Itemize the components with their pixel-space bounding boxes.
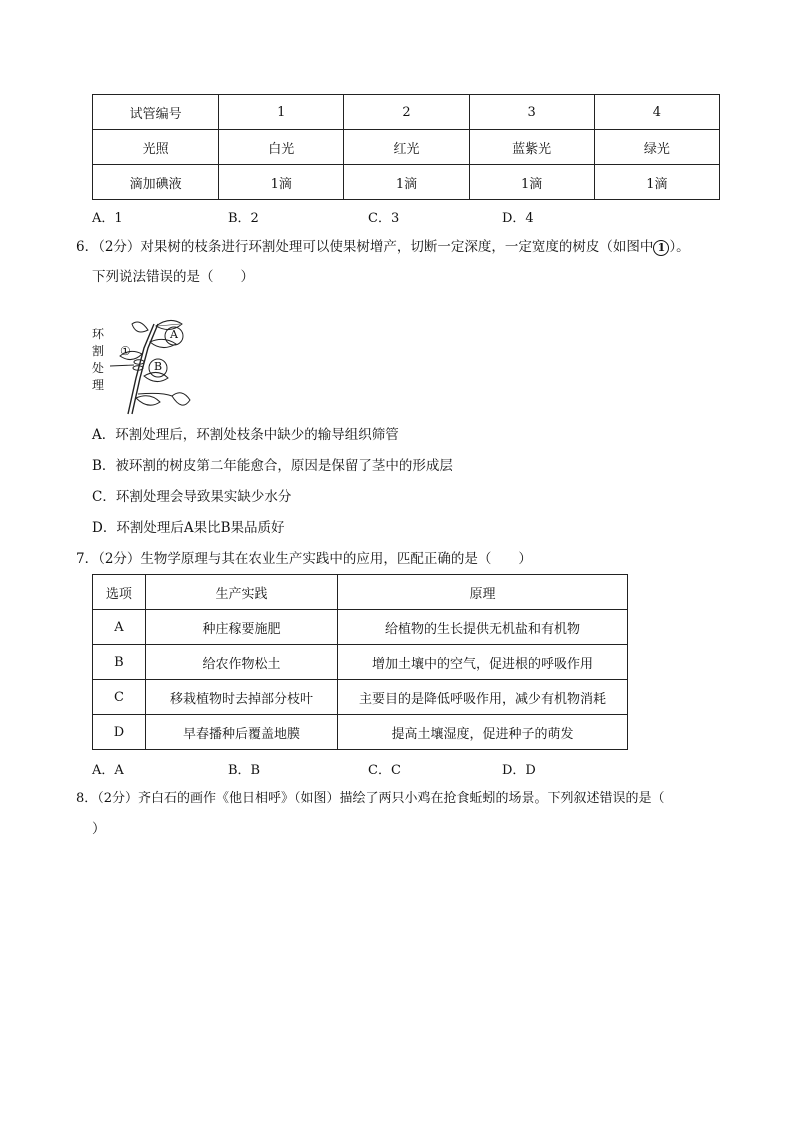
option-a[interactable]: A．A [92, 763, 124, 778]
option-b[interactable]: B．B [228, 763, 261, 778]
q6-stem [76, 237, 690, 257]
table-cell: 2 [344, 95, 469, 130]
option-c[interactable]: C．3 [368, 211, 400, 226]
table-cell: 给植物的生长提供无机盐和有机物 [338, 610, 628, 645]
table-cell: 选项 [93, 575, 146, 610]
option-b[interactable]: B．2 [228, 211, 259, 226]
table-cell: 1滴 [344, 165, 469, 200]
table-cell: 1滴 [594, 165, 719, 200]
q7-stem: 7．（2分）生物学原理与其在农业生产实践中的应用，匹配正确的是（ ） [76, 551, 532, 567]
table-cell: 1滴 [219, 165, 344, 200]
fruit-a-label: A [170, 328, 178, 341]
q6-option-a[interactable]: A．环割处理后，环割处枝条中缺少的输导组织筛管 [92, 427, 399, 443]
table-cell: 光照 [93, 130, 219, 165]
table-cell: 1滴 [469, 165, 594, 200]
table-cell: 种庄稼要施肥 [145, 610, 337, 645]
q6-option-b[interactable]: B．被环割的树皮第二年能愈合，原因是保留了茎中的形成层 [92, 458, 453, 474]
option-d[interactable]: D．D [502, 763, 536, 778]
table-cell: 生产实践 [145, 575, 337, 610]
table-cell: 蓝紫光 [469, 130, 594, 165]
q6-option-c[interactable]: C．环割处理会导致果实缺少水分 [92, 489, 292, 505]
branch-drawing [92, 318, 202, 418]
table-cell: 提高土壤湿度，促进种子的萌发 [338, 715, 628, 750]
option-c[interactable]: C．C [368, 763, 401, 778]
table-cell: 原理 [338, 575, 628, 610]
table-cell: 3 [469, 95, 594, 130]
q6-stem-text: 6．（2分）对果树的枝条进行环割处理可以使果树增产，切断一定深度，一定宽度的树皮（如图中 [76, 239, 654, 255]
table-cell: C [93, 680, 146, 715]
table-cell: 移栽植物时去掉部分枝叶 [145, 680, 337, 715]
q5-table [92, 94, 720, 200]
q7-table [92, 574, 628, 750]
option-a[interactable]: A．1 [92, 211, 123, 226]
table-cell: 1 [219, 95, 344, 130]
table-cell: 试管编号 [93, 95, 219, 130]
table-cell: 给农作物松土 [145, 645, 337, 680]
table-cell: 红光 [344, 130, 469, 165]
table-cell: 滴加碘液 [93, 165, 219, 200]
table-cell: D [93, 715, 146, 750]
figure-side-label: 环 割 处 理 [92, 327, 105, 392]
q6-stem-line2: 下列说法错误的是（ ） [92, 269, 254, 285]
table-cell: 白光 [219, 130, 344, 165]
table-cell: B [93, 645, 146, 680]
fruit-b-label: B [154, 360, 163, 373]
table-cell: 4 [594, 95, 719, 130]
q6-option-d[interactable]: D．环割处理后A果比B果品质好 [92, 520, 285, 536]
q8-stem-line2: ） [92, 821, 106, 837]
q6-stem-end: ）。 [669, 239, 690, 255]
table-cell: 早春播种后覆盖地膜 [145, 715, 337, 750]
table-cell: 主要目的是降低呼吸作用，减少有机物消耗 [338, 680, 628, 715]
option-d[interactable]: D．4 [502, 211, 534, 226]
girdle-marker-label: ① [120, 344, 131, 358]
girdling-figure [92, 318, 202, 418]
table-cell: A [93, 610, 146, 645]
table-cell: 绿光 [594, 130, 719, 165]
q8-stem: 8．（2分）齐白石的画作《他日相呼》（如图）描绘了两只小鸡在抢食蚯蚓的场景。下列叙述错误的是（ [76, 791, 665, 806]
table-cell: 增加土壤中的空气，促进根的呼吸作用 [338, 645, 628, 680]
circled-one-marker: 1 [653, 240, 669, 256]
